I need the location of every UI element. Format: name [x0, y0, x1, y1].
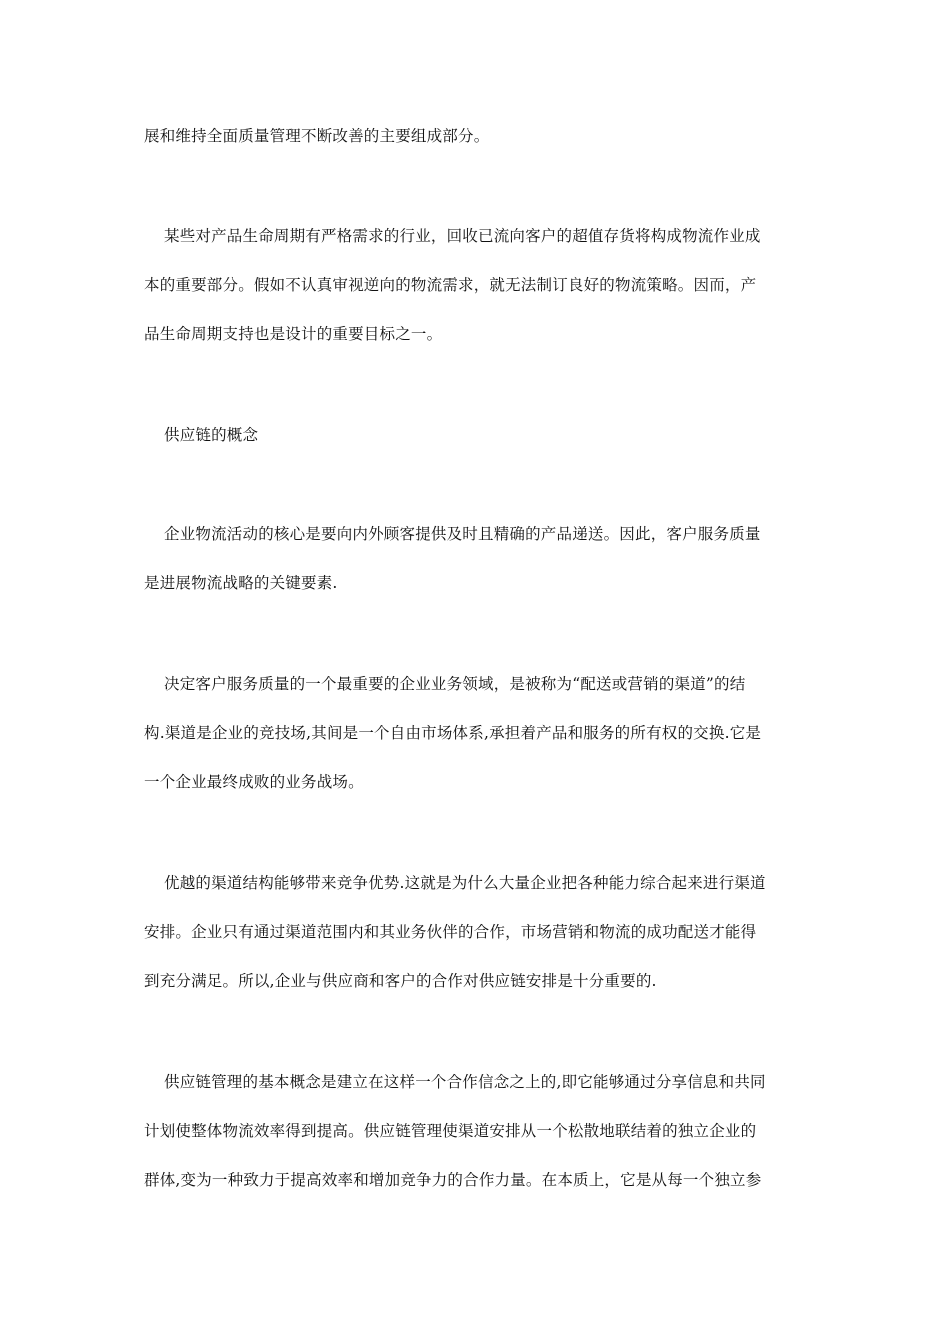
text-line: 到充分满足。所以,企业与供应商和客户的合作对供应链安排是十分重要的.	[144, 972, 657, 990]
paragraph-competitive-advantage	[144, 859, 809, 1006]
paragraph-supply-chain-management	[144, 1058, 809, 1205]
text-line: 群体,变为一种致力于提高效率和增加竞争力的合作力量。在本质上，它是从每一个独立参	[144, 1171, 762, 1189]
paragraph-continuation	[144, 112, 809, 161]
text-line: 一个企业最终成败的业务战场。	[144, 773, 364, 791]
text-line: 是进展物流战略的关键要素.	[144, 574, 338, 592]
paragraph-channel-structure	[144, 660, 809, 807]
section-heading	[144, 411, 809, 460]
text-line: 本的重要部分。假如不认真审视逆向的物流需求，就无法制订良好的物流策略。因而，产	[144, 276, 757, 294]
paragraph-product-lifecycle	[144, 212, 809, 359]
text-line: 优越的渠道结构能够带来竞争优势.这就是为什么大量企业把各种能力综合起来进行渠道	[164, 874, 766, 892]
text-line: 决定客户服务质量的一个最重要的企业业务领域，是被称为“配送或营销的渠道”的结	[164, 675, 746, 693]
text-line: 企业物流活动的核心是要向内外顾客提供及时且精确的产品递送。因此，客户服务质量	[164, 525, 761, 543]
text-line: 供应链管理的基本概念是建立在这样一个合作信念之上的,即它能够通过分享信息和共同	[164, 1073, 766, 1091]
text-line: 构.渠道是企业的竞技场,其间是一个自由市场体系,承担着产品和服务的所有权的交换.它是	[144, 724, 762, 742]
paragraph-logistics-core	[144, 510, 809, 608]
text-line: 展和维持全面质量管理不断改善的主要组成部分。	[144, 127, 490, 145]
text-line: 品生命周期支持也是设计的重要目标之一。	[144, 325, 443, 343]
text-line: 某些对产品生命周期有严格需求的行业，回收已流向客户的超值存货将构成物流作业成	[164, 227, 761, 245]
heading-text: 供应链的概念	[164, 426, 259, 444]
text-line: 计划使整体物流效率得到提高。供应链管理使渠道安排从一个松散地联结着的独立企业的	[144, 1122, 757, 1140]
text-line: 安排。企业只有通过渠道范围内和其业务伙伴的合作，市场营销和物流的成功配送才能得	[144, 923, 757, 941]
